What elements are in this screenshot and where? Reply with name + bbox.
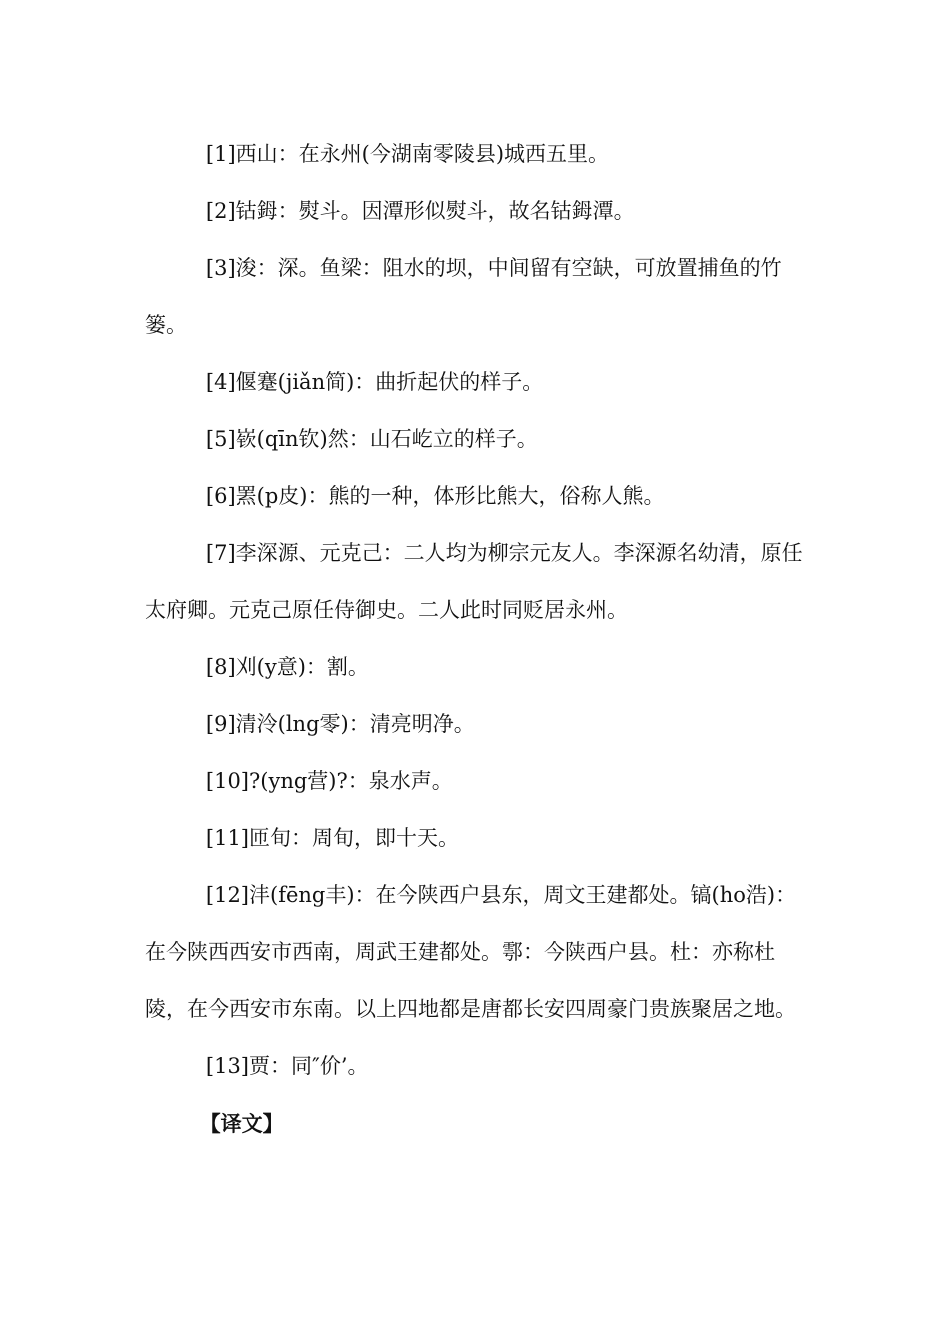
note-10: [10]?(yng营)?：泉水声。 xyxy=(205,769,453,793)
note-4: [4]偃蹇(jiǎn简)：曲折起伏的样子。 xyxy=(205,370,544,394)
note-5: [5]嵚(qīn钦)然：山石屹立的样子。 xyxy=(205,427,538,451)
note-6: [6]罴(p皮)：熊的一种，体形比熊大，俗称人熊。 xyxy=(205,484,665,508)
note-9: [9]清泠(lng零)：清亮明净。 xyxy=(205,712,475,736)
section-heading-translation: 【译文】 xyxy=(199,1111,284,1136)
note-7: [7]李深源、元克己：二人均为柳宗元友人。李深源名幼清，原任太府卿。元克己原任侍御史。二人此时同贬居永州。 xyxy=(145,541,803,622)
note-11: [11]匝旬：周旬，即十天。 xyxy=(205,826,459,850)
note-8: [8]刈(y意)：割。 xyxy=(205,655,369,679)
note-2: [2]钴鉧：熨斗。因潭形似熨斗，故名钴鉧潭。 xyxy=(205,199,635,223)
note-3: [3]浚：深。鱼梁：阻水的坝，中间留有空缺，可放置捕鱼的竹篓。 xyxy=(145,256,782,337)
annotation-notes xyxy=(145,126,807,1152)
note-1: [1]西山：在永州(今湖南零陵县)城西五里。 xyxy=(205,142,610,166)
note-13: [13]贾：同″价’。 xyxy=(205,1054,369,1078)
note-12: [12]沣(fēng丰)：在今陕西户县东，周文王建都处。镐(ho浩)：在今陕西西安市西南，周武王建都处。鄠：今陕西户县。杜：亦称杜陵，在今西安市东南。以上四地都是唐都长安四周豪门贵族聚居之地。 xyxy=(145,883,797,1021)
